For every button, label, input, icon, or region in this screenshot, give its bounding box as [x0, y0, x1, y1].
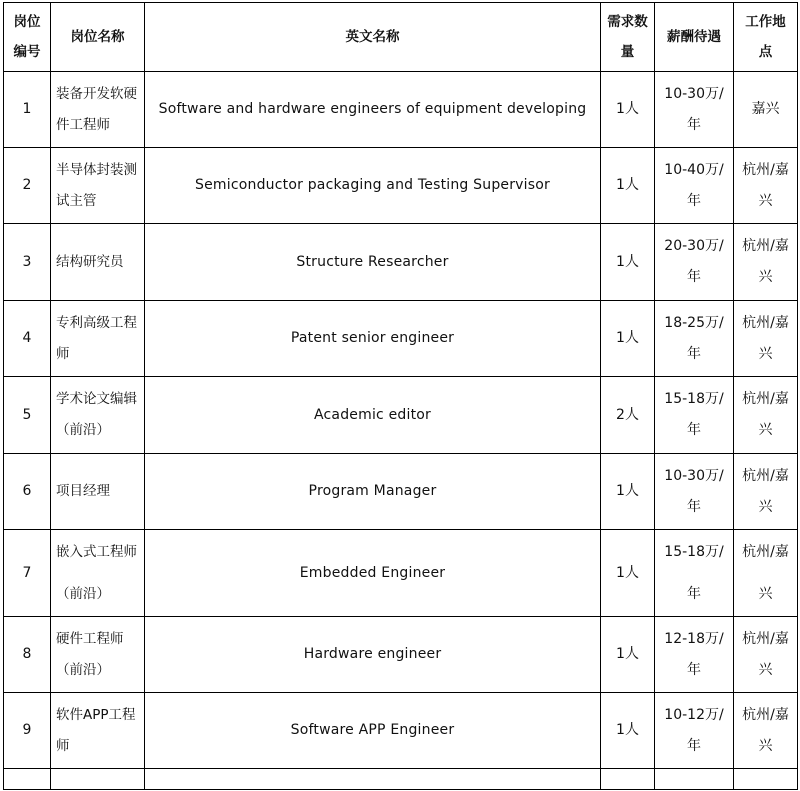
- table-row: [4, 693, 798, 769]
- cell-english: Software and hardware engineers of equipment developing: [145, 72, 601, 148]
- cell-id: 9: [4, 693, 51, 769]
- cell-location: 杭州/嘉兴: [734, 377, 798, 454]
- cell-empty: [734, 769, 798, 790]
- cell-name: 学术论文编辑（前沿）: [51, 377, 145, 454]
- cell-empty: [51, 769, 145, 790]
- cell-id: 1: [4, 72, 51, 148]
- cell-empty: [4, 769, 51, 790]
- cell-location: 杭州/嘉兴: [734, 148, 798, 224]
- header-name: 岗位名称: [51, 3, 145, 72]
- cell-english: Semiconductor packaging and Testing Supervisor: [145, 148, 601, 224]
- header-quantity: 需求数 量: [601, 3, 655, 72]
- cell-name: 半导体封装测试主管: [51, 148, 145, 224]
- cell-english: Patent senior engineer: [145, 301, 601, 377]
- cell-name: 嵌入式工程师（前沿）: [51, 530, 145, 617]
- cell-quantity: 1人: [601, 693, 655, 769]
- cell-id: 4: [4, 301, 51, 377]
- header-salary: 薪酬待遇: [655, 3, 734, 72]
- cell-quantity: 1人: [601, 148, 655, 224]
- cell-location: 杭州/嘉兴: [734, 224, 798, 301]
- table-row: [4, 530, 798, 617]
- cell-empty: [145, 769, 601, 790]
- cell-english: Hardware engineer: [145, 617, 601, 693]
- header-id: 岗位 编号: [4, 3, 51, 72]
- cell-name: 软件APP工程师: [51, 693, 145, 769]
- cell-location: 杭州/嘉兴: [734, 693, 798, 769]
- cell-english: Structure Researcher: [145, 224, 601, 301]
- cell-location: 杭州/嘉兴: [734, 617, 798, 693]
- cell-id: 6: [4, 454, 51, 530]
- header-location: 工作地 点: [734, 3, 798, 72]
- cell-quantity: 1人: [601, 224, 655, 301]
- cell-quantity: 1人: [601, 301, 655, 377]
- cell-location: 杭州/嘉兴: [734, 301, 798, 377]
- cell-location: 杭州/嘉兴: [734, 454, 798, 530]
- cell-english: Software APP Engineer: [145, 693, 601, 769]
- cell-salary: 10-30万/年: [655, 454, 734, 530]
- cell-salary: 10-30万/年: [655, 72, 734, 148]
- cell-name: 项目经理: [51, 454, 145, 530]
- job-table: [3, 2, 798, 790]
- cell-quantity: 1人: [601, 72, 655, 148]
- table-row: [4, 224, 798, 301]
- cell-english: Academic editor: [145, 377, 601, 454]
- cell-empty: [601, 769, 655, 790]
- cell-name: 硬件工程师（前沿）: [51, 617, 145, 693]
- cell-location: 杭州/嘉兴: [734, 530, 798, 617]
- cell-name: 装备开发软硬件工程师: [51, 72, 145, 148]
- cell-id: 8: [4, 617, 51, 693]
- cell-salary: 20-30万/年: [655, 224, 734, 301]
- cell-quantity: 1人: [601, 454, 655, 530]
- cell-quantity: 2人: [601, 377, 655, 454]
- cell-location: 嘉兴: [734, 72, 798, 148]
- table-row: [4, 148, 798, 224]
- header-english: 英文名称: [145, 3, 601, 72]
- table-row: [4, 377, 798, 454]
- cell-empty: [655, 769, 734, 790]
- cell-salary: 12-18万/年: [655, 617, 734, 693]
- table-row: [4, 617, 798, 693]
- cell-english: Embedded Engineer: [145, 530, 601, 617]
- cell-id: 7: [4, 530, 51, 617]
- cell-id: 2: [4, 148, 51, 224]
- cell-name: 专利高级工程师: [51, 301, 145, 377]
- cell-name: 结构研究员: [51, 224, 145, 301]
- cell-salary: 15-18万/年: [655, 530, 734, 617]
- table-row: [4, 454, 798, 530]
- cell-id: 5: [4, 377, 51, 454]
- table-row-partial: [4, 769, 798, 790]
- cell-quantity: 1人: [601, 530, 655, 617]
- cell-salary: 15-18万/年: [655, 377, 734, 454]
- cell-salary: 10-40万/年: [655, 148, 734, 224]
- cell-salary: 18-25万/年: [655, 301, 734, 377]
- cell-quantity: 1人: [601, 617, 655, 693]
- cell-id: 3: [4, 224, 51, 301]
- table-row: [4, 301, 798, 377]
- cell-english: Program Manager: [145, 454, 601, 530]
- header-row: [4, 3, 798, 72]
- table-row: [4, 72, 798, 148]
- cell-salary: 10-12万/年: [655, 693, 734, 769]
